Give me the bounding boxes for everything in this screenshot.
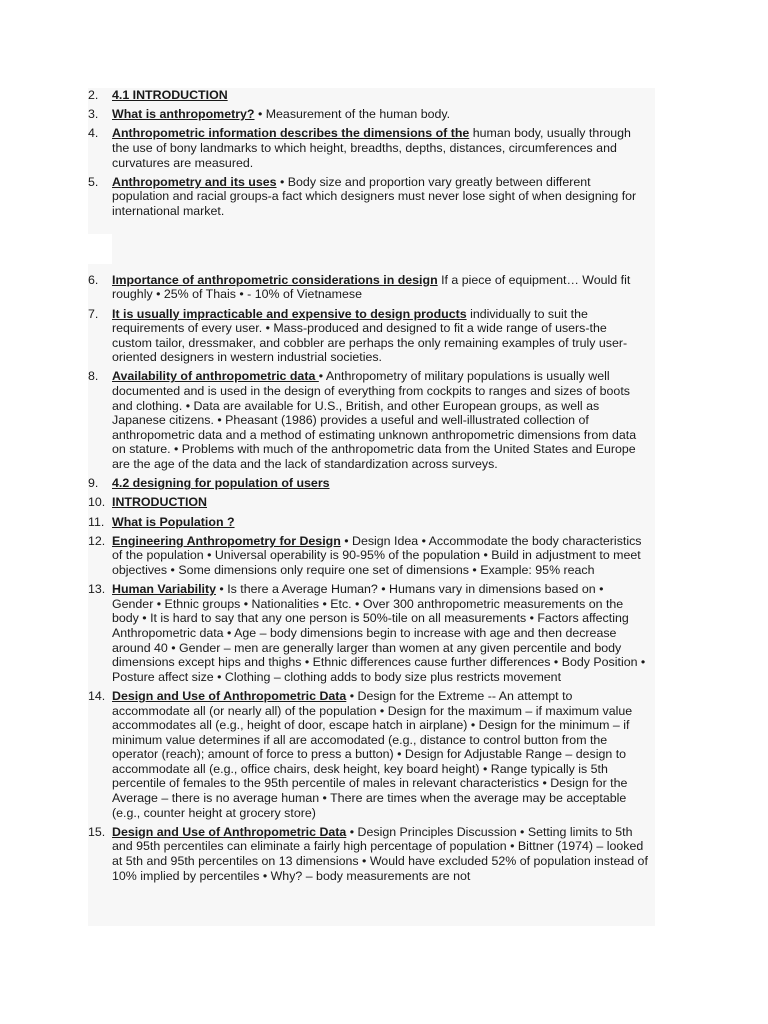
item-text: • Measurement of the human body.: [254, 107, 451, 122]
item-heading[interactable]: Importance of anthropometric considerations in design: [112, 272, 438, 287]
item-number: 15.: [88, 824, 106, 839]
list-item: [88, 273, 648, 302]
item-number: 7.: [88, 306, 99, 321]
item-number: 9.: [88, 476, 99, 491]
item-heading[interactable]: Anthropometry and its uses: [112, 174, 277, 189]
list-item: [88, 175, 648, 219]
list-item: [88, 476, 648, 491]
item-number: 12.: [88, 533, 106, 548]
item-heading[interactable]: 4.1 INTRODUCTION: [112, 88, 228, 102]
item-text: • Anthropometry of military populations is usually well documented and is used in the design of everything from cockpits to ranges and sizes of boots and clothing. • Data are available for U.S., British, and other European groups, as well as Japanese citizens. • Pheasant (1986) provides a useful and well-illustrated collection of anthropometric data and a method of estimating unknown anthropometric dimensions from data on stature. • Problems with much of the anthropometric data from the United States and Europe are the age of the data and the lack of standardization across surveys.: [112, 369, 637, 472]
item-number: 5.: [88, 174, 99, 189]
list-item: [88, 88, 648, 103]
item-number: 2.: [88, 88, 99, 102]
section-gap: [88, 223, 648, 268]
list-item: [88, 307, 648, 365]
item-text: • Is there a Average Human? • Humans vary in dimensions based on • Gender • Ethnic groups • Nationalities • Etc. • Over 300 anthropometric measurements on the body • It is hard to say that any one person is 50%-tile on all measurements • Factors affecting Anthropometric data • Age – body dimensions begin to increase with age and then decrease around 40 • Gender – men are generally larger than women at any given percentile and body dimensions except hips and thighs • Ethnic differences cause further differences • Body Position • Posture affect size • Clothing – clothing adds to body size plus restricts movement: [112, 582, 646, 684]
item-number: 11.: [88, 514, 105, 529]
item-text: • Design for the Extreme -- An attempt to accommodate all (or nearly all) of the population • Design for the maximum – if maximum value accommodates all (e.g., height of door, escape hatch in airplane) • Design for the minimum – if minimum value determines if all are accomodated (e.g., distance to control button from the operator (reach); amount of force to press a button) • Design for Adjustable Range – design to accommodate all (e.g., office chairs, desk height, key board height) • Range typically is 5th percentile of females to the 95th percentile of males in relevant characteristics • Design for the Average – there is no average human • There are times when the average may be acceptable (e.g., counter height at grocery store): [112, 688, 633, 820]
list-item: [88, 126, 648, 170]
item-number: 13.: [88, 582, 106, 597]
item-number: 6.: [88, 272, 99, 287]
item-heading[interactable]: INTRODUCTION: [112, 495, 207, 510]
item-text: human body, usually through the use of bony landmarks to which height, breadths, depths, distances, circumferences and curvatures are measured.: [112, 126, 631, 170]
item-number: 10.: [88, 495, 106, 510]
item-text: • Design Idea • Accommodate the body characteristics of the population • Universal operability is 90-95% of the population • Build in adjustment to meet objectives • Some dimensions only require one set of dimensions • Example: 95% reach: [112, 533, 642, 577]
item-number: 3.: [88, 107, 99, 122]
numbered-list: [88, 88, 648, 888]
item-number: 8.: [88, 369, 99, 384]
item-heading[interactable]: Human Variability: [112, 582, 216, 597]
list-item: [88, 107, 648, 122]
list-item: [88, 825, 648, 883]
item-number: 4.: [88, 126, 99, 141]
item-heading[interactable]: Availability of anthropometric data: [112, 369, 319, 384]
item-number: 14.: [88, 688, 106, 703]
item-text: individually to suit the requirements of every user. • Mass-produced and designed to fit a wide range of users-the custom tailor, dressmaker, and cobbler are perhaps the only remaining examples of truly user-oriented designers in western industrial societies.: [112, 306, 628, 365]
item-heading[interactable]: Design and Use of Anthropometric Data: [112, 688, 347, 703]
list-item: [88, 689, 648, 820]
item-heading[interactable]: Anthropometric information describes the dimensions of the: [112, 126, 470, 141]
list-item: [88, 369, 648, 471]
list-item: [88, 534, 648, 578]
item-heading[interactable]: What is Population ?: [112, 514, 235, 529]
item-text: • Design Principles Discussion • Setting limits to 5th and 95th percentiles can eliminate a fairly high percentage of population • Bittner (1974) – looked at 5th and 95th percentiles on 13 dimensions • Would have excluded 52% of population instead of 10% implied by percentiles • Why? – body measurements are not: [112, 824, 648, 883]
item-heading[interactable]: Design and Use of Anthropometric Data: [112, 824, 347, 839]
list-item: [88, 515, 648, 530]
item-heading[interactable]: It is usually impracticable and expensive to design products: [112, 306, 467, 321]
item-heading[interactable]: Engineering Anthropometry for Design: [112, 533, 341, 548]
item-heading[interactable]: 4.2 designing for population of users: [112, 476, 330, 491]
item-text: If a piece of equipment… Would fit roughly • 25% of Thais • - 10% of Vietnamese: [112, 272, 631, 302]
item-heading[interactable]: What is anthropometry?: [112, 107, 255, 122]
item-text: • Body size and proportion vary greatly between different population and racial groups-a fact which designers must never lose sight of when designing for international market.: [112, 174, 637, 218]
list-item: [88, 582, 648, 684]
list-item: [88, 495, 648, 510]
